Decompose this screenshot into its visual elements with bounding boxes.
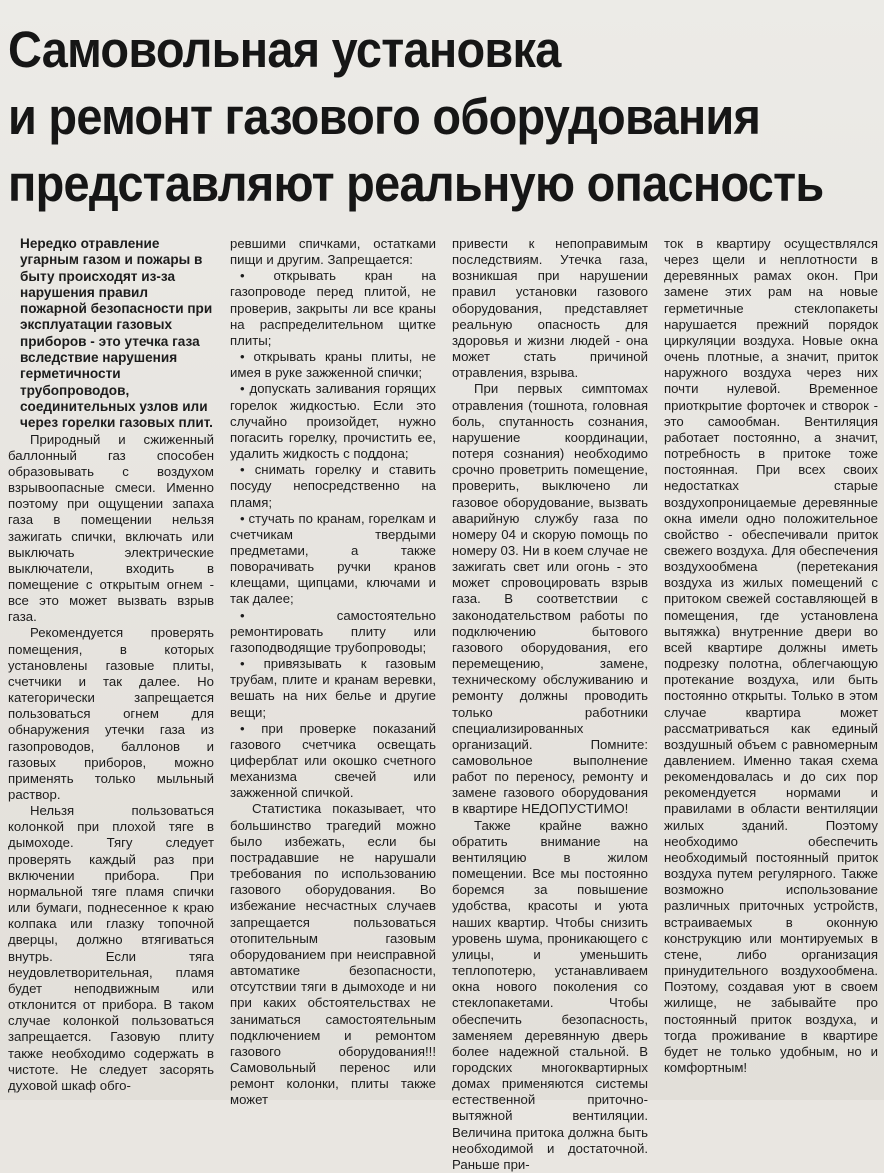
article-headline	[8, 16, 824, 217]
paragraph: Рекомендуется проверять помещения, в которых установлены газовые плиты, счетчики и так далее. Но категорически запрещается пользоваться огнем для обнаружения утечки газа из газопроводов, баллонов и газовых приборов, можно применять только мыльный раствор.	[8, 625, 214, 802]
article-lead: Нередко отравление угарным газом и пожары в быту происходят из-за нарушения правил пожарной безопасности при эксплуатации газовых приборов - это утечка газа вследствие нарушения герметичности трубопроводов, соединительных узлов или через горелки газовых плит.	[20, 236, 213, 431]
list-item: • стучать по кранам, горелкам и счетчикам твердыми предметами, а также поворачивать ручки кранов клещами, щипцами, ключами и так далее;	[230, 510, 436, 607]
list-item: • открывать краны плиты, не имея в руке зажженной спички;	[230, 349, 436, 381]
list-item: • открывать кран на газопроводе перед плитой, не проверив, закрыты ли все краны на распределительном щитке плиты;	[230, 268, 436, 348]
list-item: • допускать заливания горящих горелок жидкостью. Если это случайно произойдет, нужно погасить горелку, прочистить ее, удалить жидкость с поддона;	[230, 381, 436, 462]
paragraph: Природный и сжиженный баллонный газ способен образовывать с воздухом взрывоопасные смеси. Именно поэтому при ощущении запаха газа в помещении нельзя зажигать спички, включать или выключать электрические выключатели, входить в помещение с открытым огнем - все это может вызвать взрыв газа.	[8, 431, 214, 625]
column-3	[452, 236, 648, 1172]
column-2	[230, 236, 436, 1108]
paragraph: Нельзя пользоваться колонкой при плохой тяге в дымоходе. Тягу следует проверять каждый раз при включении прибора. При нормальной тяге пламя спички или бумаги, поднесенное к краю колпака или глазку топочной дверцы, должно втягиваться внутрь. Если тяга неудовлетворительная, пламя будет неподвижным или отклонится от прибора. В таком случае колонкой пользоваться запрещается. Газовую плиту также необходимо содержать в чистоте. Не следует засорять духовой шкаф обго-	[8, 803, 214, 1093]
list-item: • при проверке показаний газового счетчика освещать циферблат или окошко счетного механизма свечей или зажженной спичкой.	[230, 720, 436, 801]
paragraph: Статистика показывает, что большинство трагедий можно было избежать, если бы пострадавшие не нарушали требования по использованию газового оборудования. Во избежание несчастных случаев запрещается пользоваться отопительным газовым оборудованием при неисправной автоматике безопасности, отсутствии тяги в дымоходе и ни при каких обстоятельствах не заниматься самостоятельным подключением и ремонтом газового оборудования!!! Самовольный перенос или ремонт колонки, плиты также может	[230, 801, 436, 1108]
list-item: • снимать горелку и ставить посуду непосредственно на пламя;	[230, 462, 436, 510]
paragraph: При первых симптомах отравления (тошнота, головная боль, спутанность сознания, нарушение координации, потеря сознания) необходимо срочно проветрить помещение, проверить, выключено ли газовое оборудование, вызвать аварийную службу газа по номеру 04 и скорую помощь по номеру 03. Ни в коем случае не зажигать свет или огонь - это может спровоцировать взрыв газа. В соответствии с законодательством работы по подключению бытового газового оборудования, его перемещению, замене, техническому обслуживанию и ремонту должны проводить только работники специализированных организаций. Помните: самовольное выполнение работ по переносу, ремонту и замене газового оборудования в квартире НЕДОПУСТИМО!	[452, 381, 648, 817]
headline-line-3: представляют реальную опасность	[8, 155, 824, 212]
paragraph: ток в квартиру осуществлялся через щели и неплотности в деревянных рамах окон. При замене этих рам на новые герметичные стеклопакеты нарушается прежний порядок циркуляции воздуха. Новые окна очень плотные, а значит, приток наружного воздуха через них почти нулевой. Временное приоткрытие форточек и створок - это самообман. Вентиляция работает постоянно, а значит, потребность в притоке тоже постоянная. При всех своих недостатках старые воздухопроницаемые деревянные окна имели одно положительное свойство - обеспечивали приток свежего воздуха. Для обеспечения воздухообмена (перетекания воздуха из жилых помещений с притоком свежей составляющей в помещения, где установлена вытяжка) внутренние двери во всей квартире должны иметь подрезку полотна, облегчающую протекание воздуха, или быть постоянно открыты. Только в этом случае квартира может рассматриваться как единый воздушный объем с равномерным давлением. Именно такая схема рекомендовалась и до сих пор рекомендуется нормами и правилами в области вентиляции жилых зданий. Поэтому необходимо обеспечить необходимый постоянный приток воздуха путем регулярного. Также возможно использование различных приточных устройств, встраиваемых в оконную конструкцию или монтируемых в стене, либо организация принудительного воздухообмена. Поэтому, создавая уют в своем жилище, не забывайте про постоянный приток воздуха, и тогда проживание в квартире будет не только удобным, но и комфортным!	[664, 236, 878, 1075]
column-1	[8, 236, 214, 1100]
column-4	[664, 236, 878, 1100]
list-item: • самостоятельно ремонтировать плиту или газоподводящие трубопроводы;	[230, 607, 436, 655]
headline-line-1: Самовольная установка	[8, 21, 561, 78]
paragraph: ревшими спичками, остатками пищи и другим. Запрещается:	[230, 236, 436, 268]
headline-line-2: и ремонт газового оборудования	[8, 88, 761, 145]
article-body	[8, 236, 880, 1172]
paragraph: привести к непоправимым последствиям. Утечка газа, возникшая при нарушении правил установки газового оборудования, представляет реальную опасность для здоровья и жизни людей - она может стать причиной отравления, взрыва.	[452, 236, 648, 381]
list-item: • привязывать к газовым трубам, плите и кранам веревки, вешать на них белье и другие вещи;	[230, 656, 436, 720]
paragraph: Также крайне важно обратить внимание на вентиляцию в жилом помещении. Все мы постоянно боремся за повышение удобства, красоты и уюта наших квартир. Чтобы снизить уровень шума, проникающего с улицы, и уменьшить теплопотерю, устанавливаем окна нового поколения со стеклопакетами. Чтобы обеспечить безопасность, заменяем деревянную дверь более надежной стальной. В городских многоквартирных домах применяются системы естественной приточно-вытяжной вентиляции. Величина притока должна быть необходимой и достаточной. Раньше при-	[452, 817, 648, 1172]
